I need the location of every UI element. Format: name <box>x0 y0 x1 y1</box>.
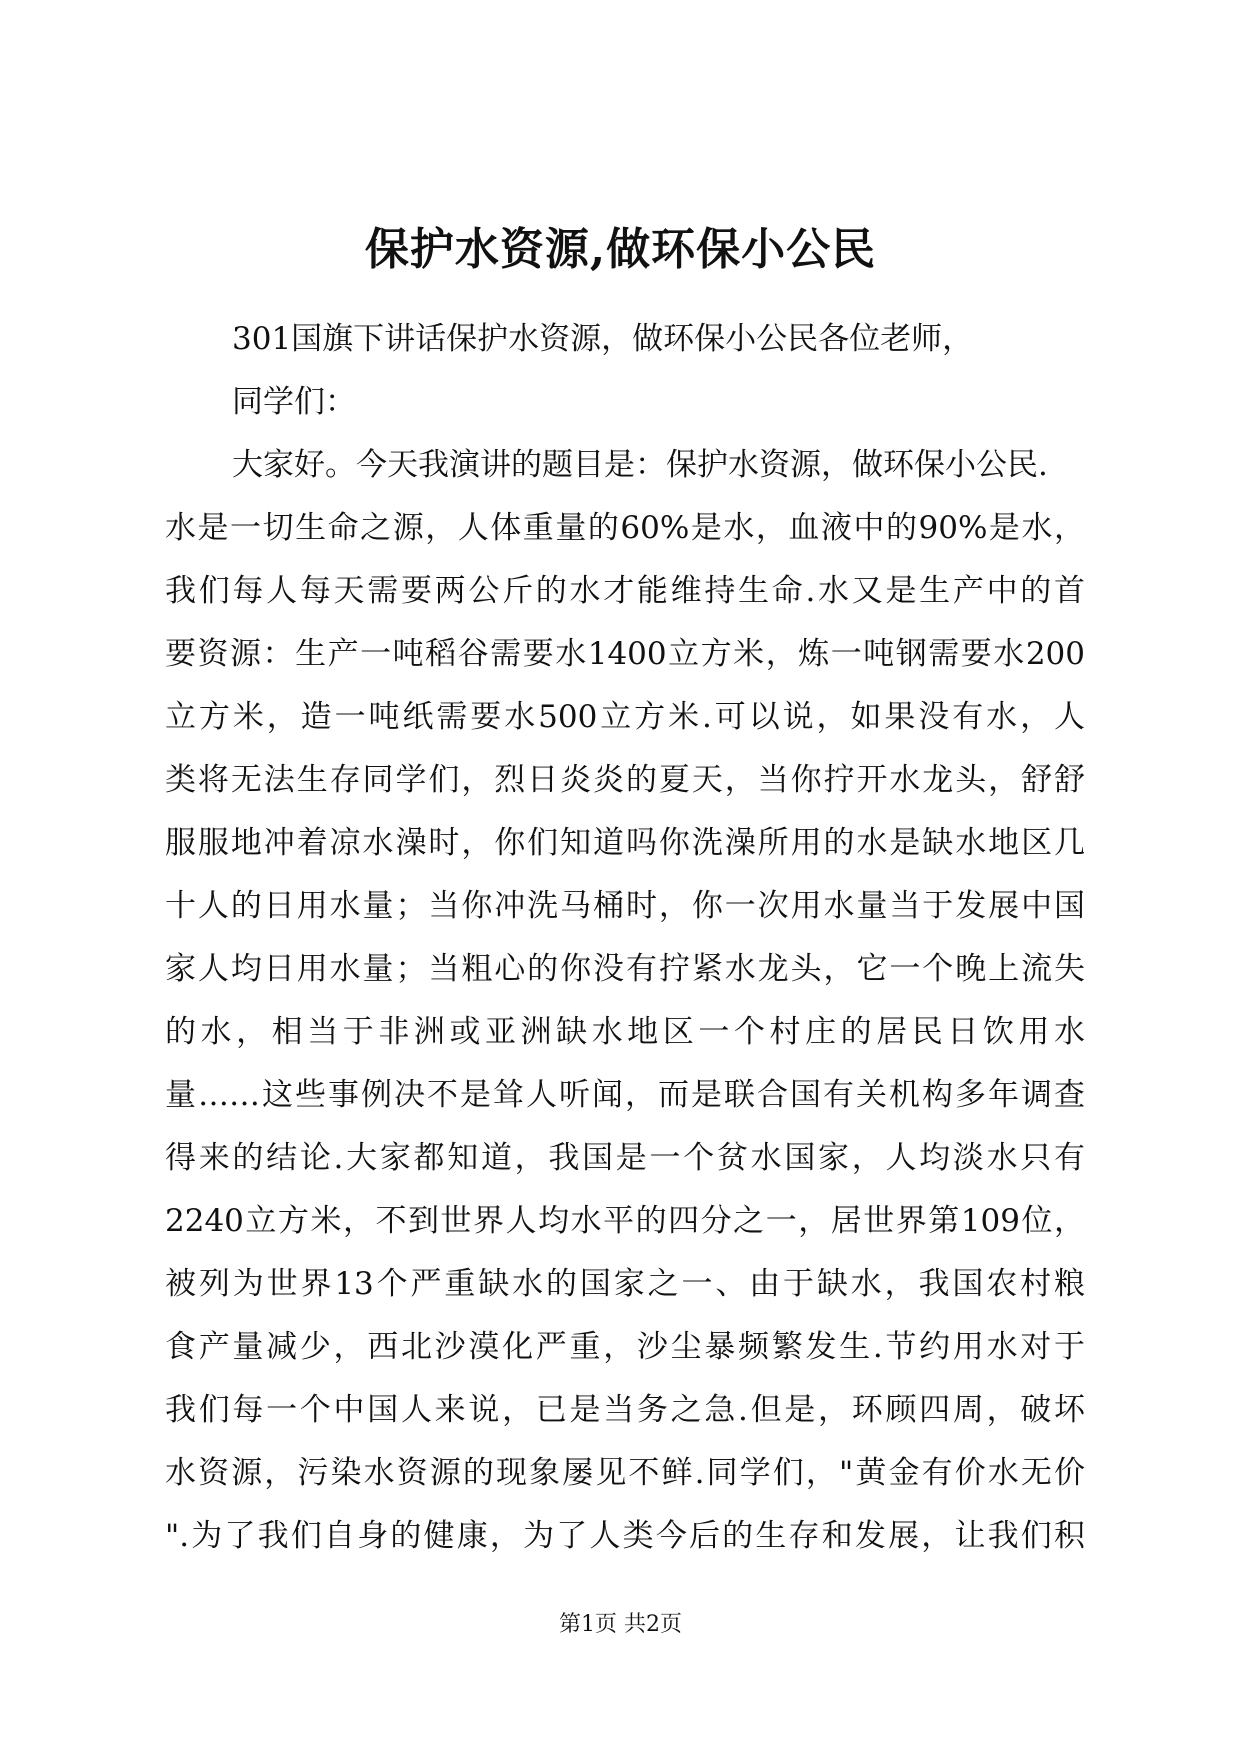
paragraph-line: 我们每一个中国人来说，已是当务之急.但是，环顾四周，破坏 <box>165 1392 1085 1428</box>
paragraph-line: 立方米，造一吨纸需要水500立方米.可以说，如果没有水，人 <box>165 699 1085 735</box>
paragraph-line: 2240立方米，不到世界人均水平的四分之一，居世界第109位， <box>165 1203 1085 1239</box>
paragraph-line: 我们每人每天需要两公斤的水才能维持生命.水又是生产中的首 <box>165 573 1085 609</box>
paragraph-line: 服服地冲着凉水澡时，你们知道吗你洗澡所用的水是缺水地区几 <box>165 825 1085 861</box>
page-footer: 第1页 共2页 <box>559 1612 682 1637</box>
paragraph-line: 得来的结论.大家都知道，我国是一个贫水国家，人均淡水只有 <box>165 1140 1085 1176</box>
paragraph-line: 被列为世界13个严重缺水的国家之一、由于缺水，我国农村粮 <box>165 1266 1085 1302</box>
document-body <box>165 308 1085 1568</box>
paragraph-line: 家人均日用水量；当粗心的你没有拧紧水龙头，它一个晚上流失 <box>165 951 1085 987</box>
paragraph-line: 食产量减少，西北沙漠化严重，沙尘暴频繁发生.节约用水对于 <box>165 1329 1085 1365</box>
paragraph-line: ".为了我们自身的健康，为了人类今后的生存和发展，让我们积 <box>165 1518 1085 1554</box>
paragraph-line: 大家好。今天我演讲的题目是：保护水资源，做环保小公民. <box>232 447 1048 483</box>
paragraph-line: 量……这些事例决不是耸人听闻，而是联合国有关机构多年调查 <box>165 1077 1085 1113</box>
paragraph-line: 要资源：生产一吨稻谷需要水1400立方米，炼一吨钢需要水200 <box>165 636 1085 672</box>
paragraph-line: 301国旗下讲话保护水资源，做环保小公民各位老师， <box>232 321 974 357</box>
paragraph-line: 类将无法生存同学们，烈日炎炎的夏天，当你拧开水龙头，舒舒 <box>165 762 1085 798</box>
paragraph-line: 水资源，污染水资源的现象屡见不鲜.同学们，"黄金有价水无价 <box>165 1455 1085 1491</box>
paragraph-line: 十人的日用水量；当你冲洗马桶时，你一次用水量当于发展中国 <box>165 888 1085 924</box>
paragraph-line: 的水，相当于非洲或亚洲缺水地区一个村庄的居民日饮用水 <box>165 1014 1085 1050</box>
paragraph-line: 水是一切生命之源，人体重量的60%是水，血液中的90%是水， <box>165 510 1085 546</box>
paragraph-line: 同学们： <box>232 384 356 420</box>
document-title: 保护水资源,做环保小公民 <box>364 224 877 275</box>
